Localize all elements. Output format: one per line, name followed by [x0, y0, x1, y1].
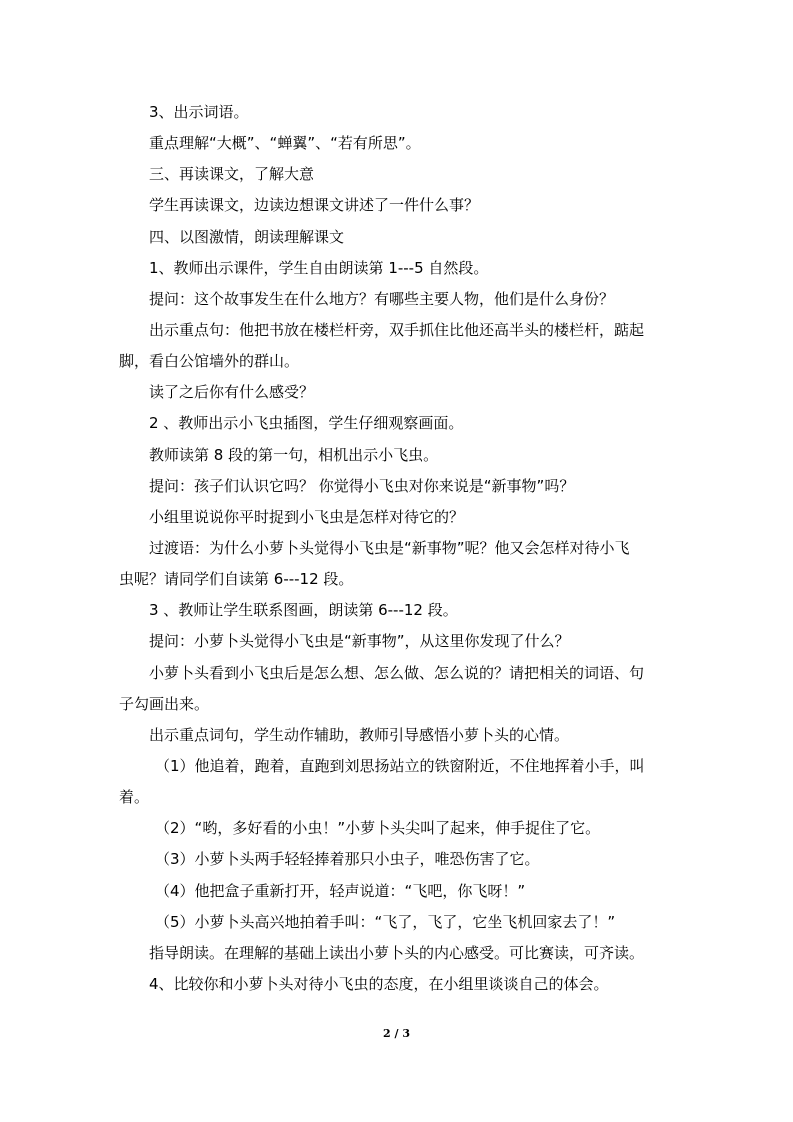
text-line: 脚，看白公馆墙外的群山。 — [119, 352, 300, 370]
text-line: 重点理解“大概”、“蝉翼”、“若有所思”。 — [149, 134, 421, 152]
text-line: 三、再读课文，了解大意 — [149, 165, 315, 183]
page-number: 2 / 3 — [383, 1027, 410, 1040]
text-line: 3、出示词语。 — [149, 103, 249, 121]
text-line: 提问：孩子们认识它吗？ 你觉得小飞虫对你来说是“新事物”吗？ — [149, 477, 575, 495]
text-line: 出示重点词句，学生动作辅助，教师引导感悟小萝卜头的心情。 — [149, 726, 570, 744]
text-line: 过渡语：为什么小萝卜头觉得小飞虫是“新事物”呢？他又会怎样对待小飞 — [149, 539, 630, 557]
text-line: 指导朗读。在理解的基础上读出小萝卜头的内心感受。可比赛读，可齐读。 — [149, 944, 645, 962]
text-line: 4、比较你和小萝卜头对待小飞虫的态度，在小组里谈谈自己的体会。 — [149, 975, 609, 993]
text-line: 3 、教师让学生联系图画，朗读第 6---12 段。 — [149, 601, 458, 619]
text-line: 提问：小萝卜头觉得小飞虫是“新事物”，从这里你发现了什么？ — [149, 632, 570, 650]
text-line: 提问：这个故事发生在什么地方？有哪些主要人物，他们是什么身份？ — [149, 290, 615, 308]
text-line: 小萝卜头看到小飞虫后是怎么想、怎么做、怎么说的？请把相关的词语、句 — [149, 664, 645, 682]
text-line: 出示重点句：他把书放在楼栏杆旁，双手抓住比他还高半头的楼栏杆，踮起 — [149, 321, 645, 339]
text-line: 四、以图激情，朗读理解课文 — [149, 228, 345, 246]
text-line: 读了之后你有什么感受？ — [149, 383, 315, 401]
text-line: 虫呢？请同学们自读第 6---12 段。 — [119, 570, 354, 588]
text-line: （2）“哟，多好看的小虫！”小萝卜头尖叫了起来，伸手捉住了它。 — [155, 819, 601, 837]
text-line: （4）他把盒子重新打开，轻声说道：“飞吧，你飞呀！” — [155, 882, 526, 900]
text-line: 小组里说说你平时捉到小飞虫是怎样对待它的？ — [149, 508, 465, 526]
text-line: 着。 — [119, 788, 150, 806]
text-line: 2 、教师出示小飞虫插图，学生仔细观察画面。 — [149, 414, 464, 432]
text-line: 1、教师出示课件，学生自由朗读第 1---5 自然段。 — [149, 259, 489, 277]
text-line: （1）他追着，跑着，直跑到刘思扬站立的铁窗附近，不住地挥着小手，叫 — [155, 757, 645, 775]
text-line: （3）小萝卜头两手轻轻捧着那只小虫子，唯恐伤害了它。 — [155, 850, 540, 868]
text-line: 子勾画出来。 — [119, 695, 210, 713]
text-line: 学生再读课文，边读边想课文讲述了一件什么事？ — [149, 196, 480, 214]
text-line: 教师读第 8 段的第一句，相机出示小飞虫。 — [149, 446, 439, 464]
text-line: （5）小萝卜头高兴地拍着手叫：“飞了，飞了，它坐飞机回家去了！” — [155, 913, 616, 931]
